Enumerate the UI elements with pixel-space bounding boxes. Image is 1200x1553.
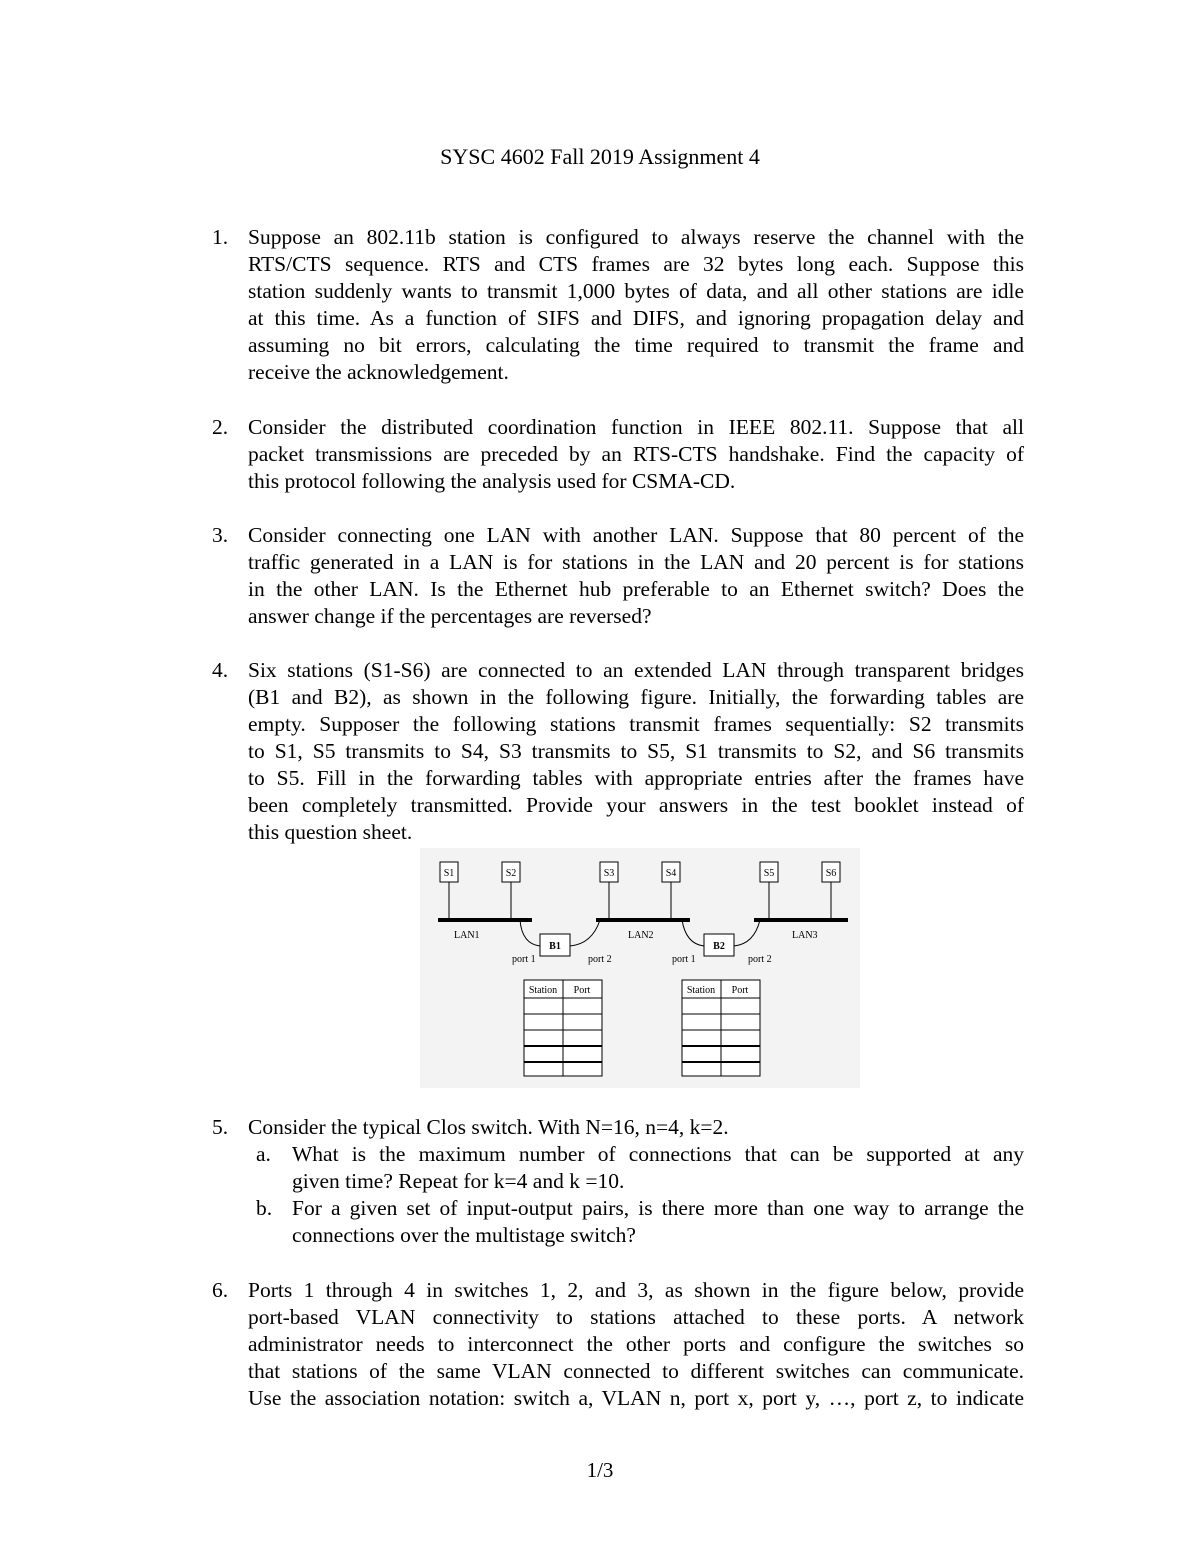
table-header: Station [686, 985, 716, 996]
text-line: given time? Repeat for k=4 and k =10. [292, 1169, 625, 1193]
table-header: Port [573, 985, 591, 996]
forwarding-table-b1 [524, 980, 602, 1076]
station-label: S4 [665, 868, 677, 879]
text-line: Six stations (S1-S6) are connected to an extended LAN through transparent bridges [248, 658, 1024, 682]
port-label: port 2 [588, 954, 612, 965]
question-6 [212, 1277, 1024, 1412]
page-title: SYSC 4602 Fall 2019 Assignment 4 [440, 144, 760, 169]
subpart-text [292, 1195, 1024, 1249]
text-line: been completely transmitted. Provide your answers in the test booklet instead of [248, 793, 1024, 817]
text-line: Ports 1 through 4 in switches 1, 2, and 3, as shown in the figure below, provide [248, 1278, 1024, 1302]
question-text [248, 522, 1024, 630]
lan-label: LAN2 [628, 930, 654, 941]
question-number: 2. [212, 415, 229, 439]
station-s6 [822, 862, 840, 920]
lan-segment-1 [438, 920, 532, 941]
bridge-b2 [672, 920, 772, 965]
text-line: to S5. Fill in the forwarding tables with appropriate entries after the frames have [248, 766, 1024, 790]
text-line: answer change if the percentages are reversed? [248, 604, 652, 628]
question-number: 3. [212, 523, 229, 547]
station-label: S6 [825, 868, 837, 879]
station-s3 [600, 862, 618, 920]
text-line: What is the maximum number of connections that can be supported at any [292, 1142, 1024, 1166]
text-line: assuming no bit errors, calculating the time required to transmit the frame and [248, 333, 1024, 357]
question-5 [212, 1114, 1024, 1141]
text-line: port-based VLAN connectivity to stations attached to these ports. A network [248, 1305, 1024, 1329]
station-s1 [440, 862, 458, 920]
text-line: receive the acknowledgement. [248, 360, 509, 384]
station-s5 [760, 862, 778, 920]
text-line: station suddenly wants to transmit 1,000 bytes of data, and all other stations are idle [248, 279, 1024, 303]
port-label: port 1 [672, 954, 696, 965]
station-label: S3 [603, 868, 615, 879]
question-text [248, 1277, 1024, 1412]
station-label: S5 [763, 868, 775, 879]
question-2 [212, 414, 1024, 495]
text-line: Use the association notation: switch a, VLAN n, port x, port y, …, port z, to indicate [248, 1386, 1024, 1410]
question-text [248, 1114, 1024, 1141]
station-s4 [662, 862, 680, 920]
question-text [248, 657, 1024, 846]
text-line: at this time. As a function of SIFS and DIFS, and ignoring propagation delay and [248, 306, 1024, 330]
bridge-network-figure [420, 848, 860, 1088]
network-diagram [420, 848, 860, 1088]
question-5b [256, 1195, 1024, 1249]
station-s2 [502, 862, 520, 920]
forwarding-table-b2 [682, 980, 760, 1076]
question-number: 5. [212, 1115, 229, 1139]
text-line: Consider connecting one LAN with another LAN. Suppose that 80 percent of the [248, 523, 1024, 547]
text-line: For a given set of input-output pairs, is there more than one way to arrange the [292, 1196, 1024, 1220]
lan-label: LAN3 [792, 930, 818, 941]
port-label: port 2 [748, 954, 772, 965]
text-line: Suppose an 802.11b station is configured to always reserve the channel with the [248, 225, 1024, 249]
port-label: port 1 [512, 954, 536, 965]
table-header: Station [528, 985, 558, 996]
text-line: traffic generated in a LAN is for stations in the LAN and 20 percent is for stations [248, 550, 1024, 574]
text-line: to S1, S5 transmits to S4, S3 transmits to S5, S1 transmits to S2, and S6 transmits [248, 739, 1024, 763]
question-number: 4. [212, 658, 229, 682]
bridge-b1 [512, 920, 612, 965]
question-number: 1. [212, 225, 229, 249]
page-number: 1/3 [586, 1458, 614, 1482]
question-1 [212, 224, 1024, 386]
question-text [248, 414, 1024, 495]
text-line: this protocol following the analysis used for CSMA-CD. [248, 469, 736, 493]
text-line: in the other LAN. Is the Ethernet hub preferable to an Ethernet switch? Does the [248, 577, 1024, 601]
lan-label: LAN1 [454, 930, 480, 941]
lan-segment-2 [596, 920, 690, 941]
bridge-label: B1 [549, 941, 561, 952]
bridge-label: B2 [713, 941, 725, 952]
question-text [248, 224, 1024, 386]
text-line: packet transmissions are preceded by an RTS-CTS handshake. Find the capacity of [248, 442, 1024, 466]
question-number: 6. [212, 1278, 229, 1302]
text-line: connections over the multistage switch? [292, 1223, 636, 1247]
text-line: empty. Supposer the following stations transmit frames sequentially: S2 transmits [248, 712, 1024, 736]
text-line: this question sheet. [248, 820, 413, 844]
question-4 [212, 657, 1024, 846]
station-label: S2 [505, 868, 517, 879]
station-label: S1 [443, 868, 455, 879]
question-3 [212, 522, 1024, 630]
text-line: Consider the distributed coordination function in IEEE 802.11. Suppose that all [248, 415, 1024, 439]
text-line: (B1 and B2), as shown in the following figure. Initially, the forwarding tables are [248, 685, 1024, 709]
text-line: that stations of the same VLAN connected to different switches can communicate. [248, 1359, 1024, 1383]
subpart-letter: b. [256, 1196, 273, 1220]
text-line: Consider the typical Clos switch. With N=16, n=4, k=2. [248, 1115, 729, 1139]
subpart-text [292, 1141, 1024, 1195]
lan-segment-3 [754, 920, 848, 941]
subpart-letter: a. [256, 1142, 271, 1166]
text-line: administrator needs to interconnect the other ports and configure the switches so [248, 1332, 1024, 1356]
table-header: Port [731, 985, 749, 996]
question-5a [256, 1141, 1024, 1195]
text-line: RTS/CTS sequence. RTS and CTS frames are 32 bytes long each. Suppose this [248, 252, 1024, 276]
